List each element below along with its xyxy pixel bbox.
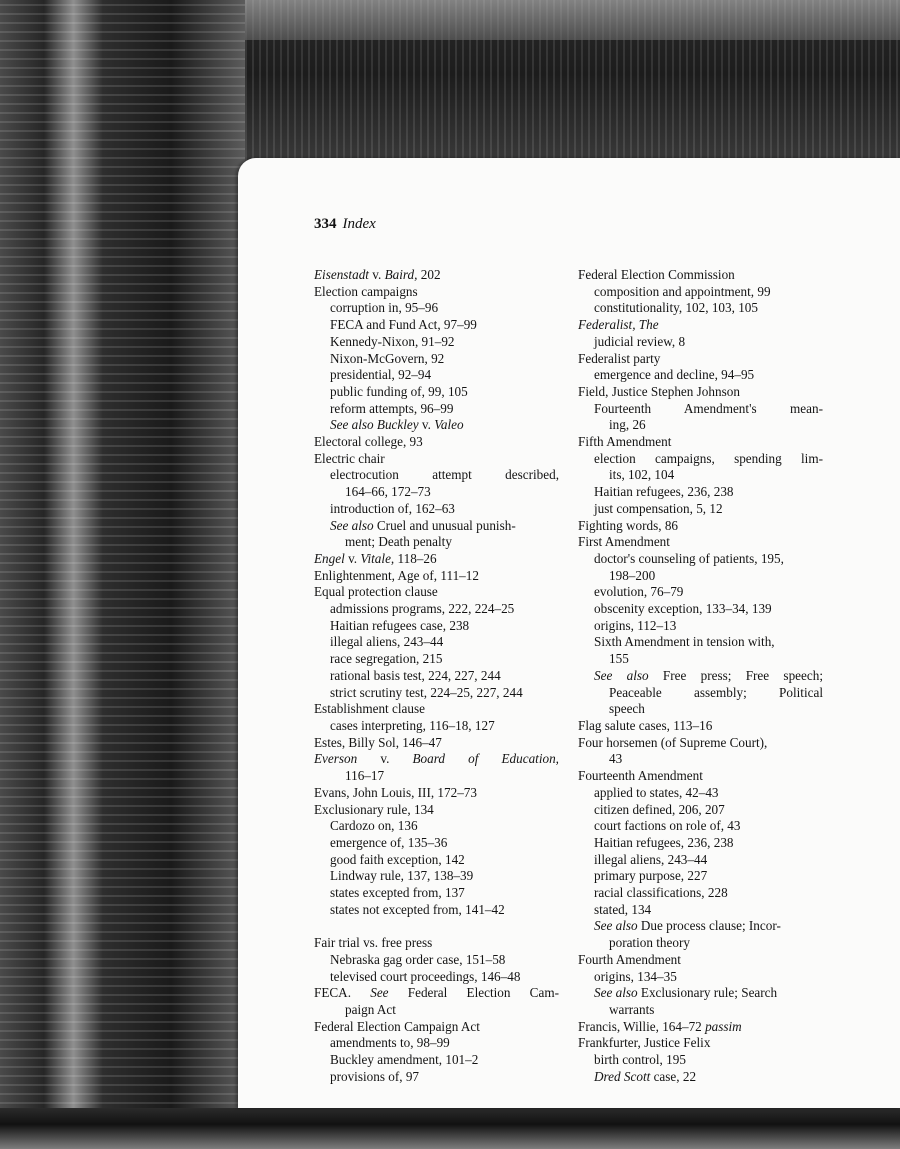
index-subentry bbox=[578, 902, 823, 919]
index-subentry bbox=[314, 351, 559, 368]
index-subentry bbox=[578, 451, 823, 468]
index-subentry bbox=[314, 969, 559, 986]
index-text: See also bbox=[594, 667, 649, 683]
index-text: Fighting words, 86 bbox=[578, 517, 679, 533]
index-subentry bbox=[314, 334, 559, 351]
index-text: obscenity exception, 133–34, 139 bbox=[594, 601, 772, 617]
index-subentry bbox=[314, 300, 559, 317]
index-text: constitutionality, 102, 103, 105 bbox=[594, 300, 758, 316]
index-text: presidential, 92–94 bbox=[330, 367, 432, 383]
page-number: 334 bbox=[314, 216, 337, 232]
index-text: Lindway rule, 137, 138–39 bbox=[330, 868, 474, 884]
index-subentry bbox=[578, 601, 823, 618]
index-text: Kennedy-Nixon, 91–92 bbox=[330, 333, 455, 349]
index-entry bbox=[314, 451, 559, 468]
index-text: Dred Scott bbox=[594, 1068, 651, 1084]
index-continuation bbox=[578, 685, 823, 702]
index-continuation bbox=[578, 935, 823, 952]
index-subentry bbox=[578, 551, 823, 568]
index-text: Federal Election Cam- bbox=[388, 985, 559, 1001]
index-text: birth control, 195 bbox=[594, 1052, 686, 1068]
index-text: v. bbox=[368, 267, 385, 282]
index-entry bbox=[314, 735, 559, 752]
index-entry bbox=[578, 1035, 823, 1052]
index-entry bbox=[578, 718, 823, 735]
index-subentry bbox=[314, 634, 559, 651]
index-text: good faith exception, 142 bbox=[330, 851, 465, 867]
index-text: First Amendment bbox=[578, 534, 670, 550]
index-text: origins, 134–35 bbox=[594, 968, 677, 984]
index-subentry bbox=[314, 467, 559, 484]
page-title: Index bbox=[342, 216, 376, 232]
index-subentry bbox=[578, 802, 823, 819]
index-text: origins, 112–13 bbox=[594, 617, 677, 633]
index-text: Electric chair bbox=[314, 450, 385, 466]
index-text: 198–200 bbox=[609, 567, 656, 583]
index-text: provisions of, 97 bbox=[330, 1068, 420, 1084]
index-text: admissions programs, 222, 224–25 bbox=[330, 601, 515, 617]
index-subentry bbox=[314, 685, 559, 702]
index-text: Field, Justice Stephen Johnson bbox=[578, 383, 740, 399]
index-text: illegal aliens, 243–44 bbox=[594, 851, 708, 867]
index-text: Fourteenth Amendment bbox=[578, 768, 703, 784]
index-text: See also bbox=[594, 918, 638, 934]
index-text: Eisenstadt bbox=[314, 267, 369, 282]
index-subentry bbox=[578, 501, 823, 518]
index-text: Everson bbox=[314, 751, 358, 767]
index-text: Peaceable assembly; Political bbox=[609, 684, 823, 700]
index-text: Nebraska gag order case, 151–58 bbox=[330, 951, 506, 967]
index-subentry bbox=[314, 835, 559, 852]
index-text: Sixth Amendment in tension with, bbox=[594, 634, 775, 650]
index-entry bbox=[578, 384, 823, 401]
index-entry bbox=[314, 434, 559, 451]
index-text: states excepted from, 137 bbox=[330, 885, 465, 901]
index-text: Election campaigns bbox=[314, 283, 418, 299]
index-text: ing, 26 bbox=[609, 417, 646, 433]
index-entry bbox=[314, 267, 559, 284]
index-text: amendments to, 98–99 bbox=[330, 1035, 450, 1051]
index-text: Four horsemen (of Supreme Court), bbox=[578, 734, 768, 750]
index-text: speech bbox=[609, 701, 645, 717]
index-text: its, 102, 104 bbox=[609, 467, 675, 483]
index-text: court factions on role of, 43 bbox=[594, 818, 741, 834]
index-text: paign Act bbox=[345, 1001, 396, 1017]
index-entry bbox=[578, 267, 823, 284]
page-header bbox=[314, 216, 376, 233]
index-text: public funding of, 99, 105 bbox=[330, 383, 468, 399]
index-text: televised court proceedings, 146–48 bbox=[330, 968, 521, 984]
index-text: See bbox=[370, 985, 389, 1001]
index-subentry bbox=[314, 1052, 559, 1069]
index-text: See also bbox=[330, 417, 374, 433]
index-continuation bbox=[578, 651, 823, 668]
index-text: Due process clause; Incor- bbox=[637, 918, 781, 934]
index-entry bbox=[578, 518, 823, 535]
index-entry bbox=[314, 985, 559, 1002]
index-continuation bbox=[314, 768, 559, 785]
index-entry bbox=[578, 1019, 823, 1036]
index-text: ment; Death penalty bbox=[345, 534, 452, 550]
index-continuation bbox=[578, 1002, 823, 1019]
index-subentry bbox=[578, 885, 823, 902]
index-text: election campaigns, spending lim- bbox=[594, 450, 823, 466]
index-text: Exclusionary rule; Search bbox=[637, 985, 778, 1001]
index-text: Haitian refugees, 236, 238 bbox=[594, 834, 734, 850]
index-text: corruption in, 95–96 bbox=[330, 300, 439, 316]
index-text: Federalist party bbox=[578, 350, 661, 366]
index-text: Valeo bbox=[434, 417, 464, 433]
index-subentry bbox=[314, 818, 559, 835]
index-text: Exclusionary rule, 134 bbox=[314, 801, 434, 817]
index-entry bbox=[578, 534, 823, 551]
index-subentry bbox=[578, 1069, 823, 1086]
index-entry bbox=[578, 952, 823, 969]
index-subentry bbox=[314, 668, 559, 685]
index-entry bbox=[578, 317, 823, 334]
index-text: judicial review, 8 bbox=[594, 333, 686, 349]
index-text: Flag salute cases, 113–16 bbox=[578, 717, 713, 733]
index-entry bbox=[578, 735, 823, 752]
index-text: 116–17 bbox=[345, 768, 385, 784]
index-continuation bbox=[578, 751, 823, 768]
index-subentry bbox=[578, 401, 823, 418]
index-entry bbox=[314, 284, 559, 301]
index-text: 164–66, 172–73 bbox=[345, 484, 431, 500]
index-text: Fourth Amendment bbox=[578, 951, 681, 967]
index-subentry bbox=[578, 484, 823, 501]
index-continuation bbox=[578, 467, 823, 484]
index-text: Haitian refugees case, 238 bbox=[330, 617, 470, 633]
index-text: Board of Education, bbox=[412, 751, 559, 767]
index-text: Buckley bbox=[376, 417, 419, 433]
index-entry bbox=[314, 802, 559, 819]
index-text: FECA. bbox=[314, 985, 371, 1001]
index-column-right bbox=[578, 267, 823, 1085]
scan-border-bottom bbox=[0, 1108, 900, 1149]
index-text: race segregation, 215 bbox=[330, 651, 443, 667]
index-entry bbox=[314, 751, 559, 768]
index-text: 43 bbox=[609, 751, 623, 767]
index-subentry bbox=[578, 985, 823, 1002]
index-text: introduction of, 162–63 bbox=[330, 500, 455, 516]
index-text: Free press; Free speech; bbox=[648, 667, 823, 683]
index-subentry bbox=[314, 1035, 559, 1052]
index-text: strict scrutiny test, 224–25, 227, 244 bbox=[330, 684, 523, 700]
index-text: Engel bbox=[314, 550, 345, 566]
index-subentry bbox=[314, 317, 559, 334]
index-spacer bbox=[314, 918, 559, 935]
index-text: emergence of, 135–36 bbox=[330, 834, 448, 850]
index-subentry bbox=[314, 868, 559, 885]
index-subentry bbox=[314, 501, 559, 518]
index-subentry bbox=[578, 969, 823, 986]
index-subentry bbox=[314, 1069, 559, 1086]
index-text: Fourteenth Amendment's mean- bbox=[594, 400, 823, 416]
index-column-left bbox=[314, 267, 559, 1085]
index-text: emergence and decline, 94–95 bbox=[594, 367, 755, 383]
index-subentry bbox=[578, 1052, 823, 1069]
index-subentry bbox=[578, 918, 823, 935]
index-subentry bbox=[578, 668, 823, 685]
index-subentry bbox=[578, 284, 823, 301]
index-text: Equal protection clause bbox=[314, 584, 438, 600]
index-subentry bbox=[314, 417, 559, 434]
index-continuation bbox=[578, 701, 823, 718]
index-entry bbox=[314, 935, 559, 952]
index-subentry bbox=[314, 518, 559, 535]
index-text: primary purpose, 227 bbox=[594, 868, 708, 884]
index-text: Francis, Willie, 164–72 bbox=[578, 1018, 706, 1034]
index-subentry bbox=[314, 384, 559, 401]
index-text: rational basis test, 224, 227, 244 bbox=[330, 667, 501, 683]
index-continuation bbox=[578, 417, 823, 434]
index-continuation bbox=[314, 534, 559, 551]
index-text: v. bbox=[418, 417, 435, 433]
scan-border-left bbox=[0, 0, 245, 1149]
index-text: Enlightenment, Age of, 111–12 bbox=[314, 567, 479, 583]
index-text: composition and appointment, 99 bbox=[594, 283, 771, 299]
index-text: Electoral college, 93 bbox=[314, 434, 423, 450]
index-text: reform attempts, 96–99 bbox=[330, 400, 454, 416]
index-text: See also bbox=[594, 985, 638, 1001]
index-text: cases interpreting, 116–18, 127 bbox=[330, 717, 495, 733]
index-subentry bbox=[314, 618, 559, 635]
index-entry bbox=[314, 551, 559, 568]
index-text: Establishment clause bbox=[314, 701, 425, 717]
index-subentry bbox=[314, 952, 559, 969]
index-text: stated, 134 bbox=[594, 901, 652, 917]
index-subentry bbox=[314, 651, 559, 668]
index-text: 155 bbox=[609, 651, 629, 667]
index-text: doctor's counseling of patients, 195, bbox=[594, 550, 784, 566]
index-entry bbox=[314, 701, 559, 718]
index-text: Baird, bbox=[384, 267, 418, 282]
index-continuation bbox=[578, 568, 823, 585]
index-subentry bbox=[578, 852, 823, 869]
index-text: case, 22 bbox=[650, 1068, 697, 1084]
index-text: Fair trial vs. free press bbox=[314, 935, 433, 951]
index-text: warrants bbox=[609, 1001, 655, 1017]
index-text: Vitale, bbox=[360, 550, 395, 566]
index-entry bbox=[314, 584, 559, 601]
index-text: electrocution attempt described, bbox=[330, 467, 559, 483]
index-subentry bbox=[578, 584, 823, 601]
index-text: Fifth Amendment bbox=[578, 434, 672, 450]
index-text: Federal Election Commission bbox=[578, 267, 735, 282]
index-text: Cardozo on, 136 bbox=[330, 818, 418, 834]
index-text: Buckley amendment, 101–2 bbox=[330, 1052, 479, 1068]
index-entry bbox=[314, 1019, 559, 1036]
index-continuation bbox=[314, 1002, 559, 1019]
index-text: poration theory bbox=[609, 935, 690, 951]
index-text: v. bbox=[344, 550, 361, 566]
index-text: Federal Election Campaign Act bbox=[314, 1018, 480, 1034]
index-continuation bbox=[314, 484, 559, 501]
index-entry bbox=[314, 568, 559, 585]
index-text: citizen defined, 206, 207 bbox=[594, 801, 725, 817]
index-text: racial classifications, 228 bbox=[594, 885, 728, 901]
index-text: Federalist, The bbox=[578, 317, 659, 333]
index-subentry bbox=[314, 401, 559, 418]
index-text: Cruel and unusual punish- bbox=[373, 517, 516, 533]
index-text: Frankfurter, Justice Felix bbox=[578, 1035, 711, 1051]
index-subentry bbox=[314, 852, 559, 869]
index-entry bbox=[578, 434, 823, 451]
index-entry bbox=[578, 351, 823, 368]
index-text: See also bbox=[330, 517, 374, 533]
index-text: Evans, John Louis, III, 172–73 bbox=[314, 784, 477, 800]
index-text: FECA and Fund Act, 97–99 bbox=[330, 317, 477, 333]
index-subentry bbox=[578, 300, 823, 317]
index-text: evolution, 76–79 bbox=[594, 584, 684, 600]
index-text: passim bbox=[705, 1018, 742, 1034]
index-subentry bbox=[578, 785, 823, 802]
index-text: illegal aliens, 243–44 bbox=[330, 634, 444, 650]
index-subentry bbox=[578, 367, 823, 384]
index-subentry bbox=[578, 868, 823, 885]
index-text: Haitian refugees, 236, 238 bbox=[594, 484, 734, 500]
index-subentry bbox=[578, 618, 823, 635]
index-text: applied to states, 42–43 bbox=[594, 784, 719, 800]
index-subentry bbox=[578, 334, 823, 351]
index-text: Estes, Billy Sol, 146–47 bbox=[314, 734, 442, 750]
index-subentry bbox=[578, 818, 823, 835]
index-text: v. bbox=[357, 751, 413, 767]
index-subentry bbox=[578, 634, 823, 651]
index-subentry bbox=[314, 885, 559, 902]
index-text: just compensation, 5, 12 bbox=[594, 500, 723, 516]
index-subentry bbox=[314, 718, 559, 735]
index-text: 202 bbox=[417, 267, 441, 282]
index-text: 118–26 bbox=[394, 550, 437, 566]
index-subentry bbox=[314, 367, 559, 384]
index-subentry bbox=[578, 835, 823, 852]
index-subentry bbox=[314, 601, 559, 618]
index-text: Nixon-McGovern, 92 bbox=[330, 350, 445, 366]
index-text: states not excepted from, 141–42 bbox=[330, 901, 505, 917]
index-entry bbox=[314, 785, 559, 802]
index-entry bbox=[578, 768, 823, 785]
index-subentry bbox=[314, 902, 559, 919]
